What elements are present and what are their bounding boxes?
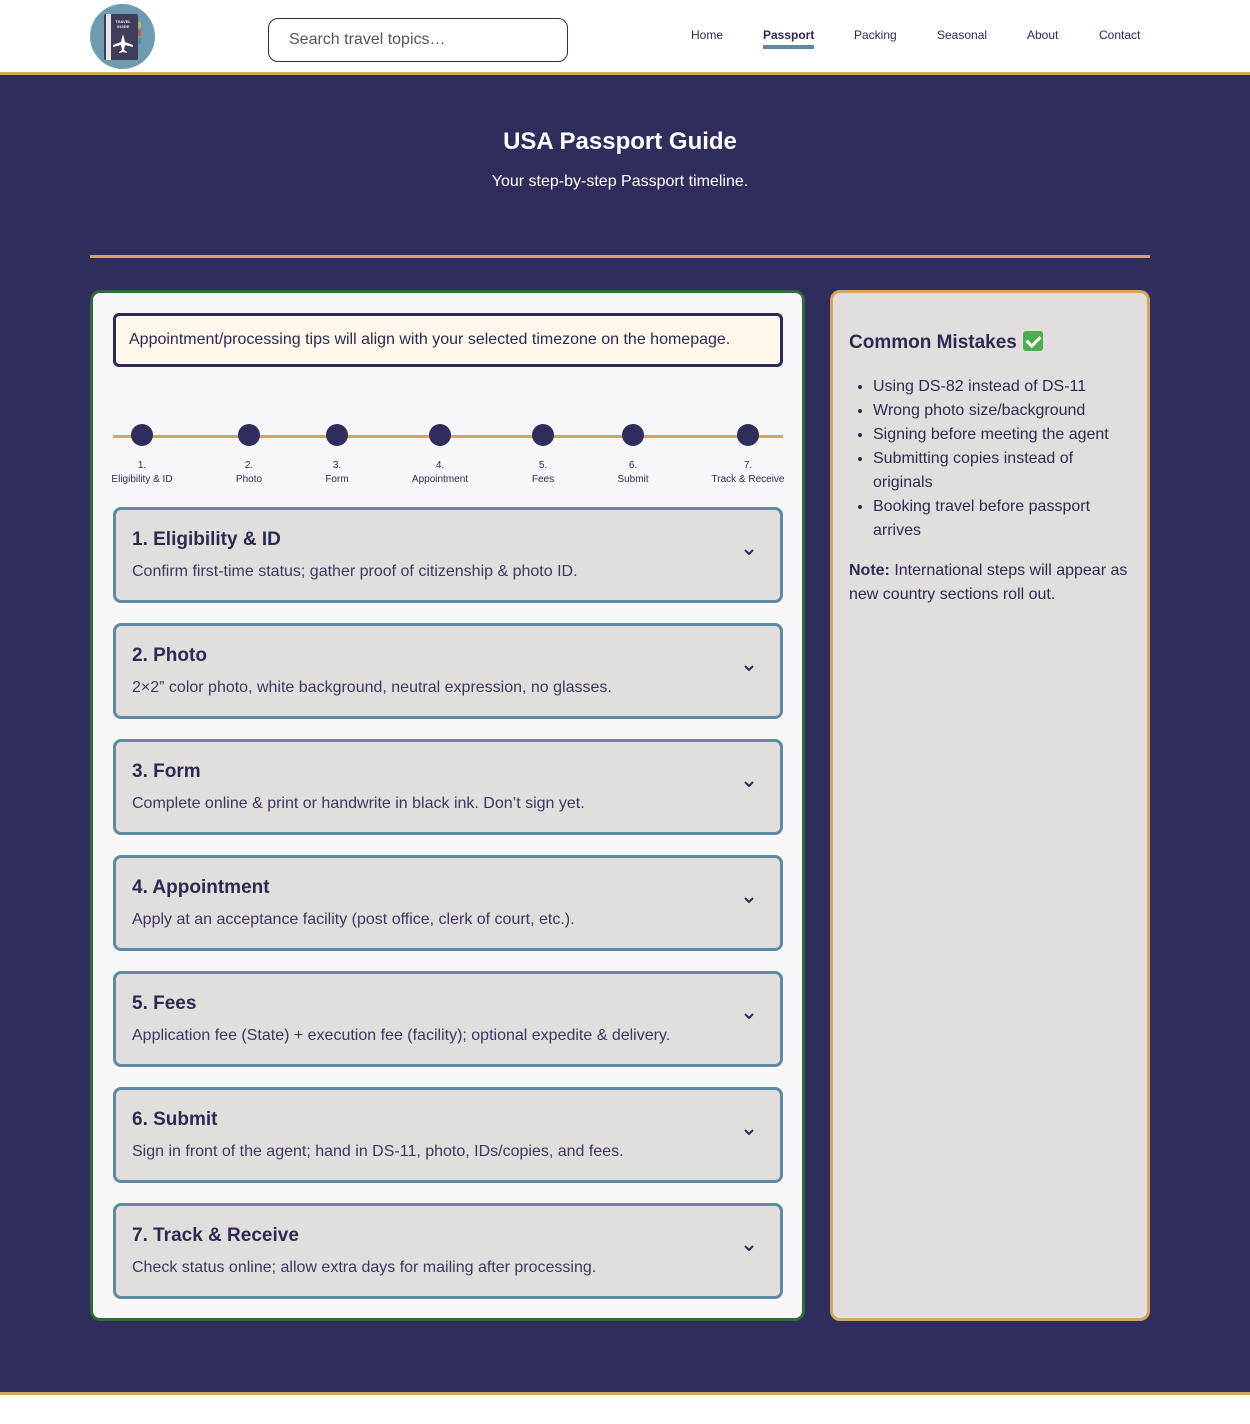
timeline-card bbox=[90, 290, 805, 1321]
timeline-dot-eligibility[interactable] bbox=[131, 424, 153, 446]
chevron-down-icon bbox=[742, 661, 756, 675]
step-title: 7. Track & Receive bbox=[132, 1225, 299, 1246]
list-item: • Booking travel before passport arrives bbox=[873, 495, 1133, 543]
timeline-dot-photo[interactable] bbox=[238, 424, 260, 446]
step-eligibility-accordion[interactable] bbox=[113, 507, 783, 603]
timeline-dot-submit[interactable] bbox=[622, 424, 644, 446]
step-description: Check status online; allow extra days for mailing after processing. bbox=[132, 1259, 597, 1276]
step-form-accordion[interactable] bbox=[113, 739, 783, 835]
timeline-label: 2. Photo bbox=[235, 460, 263, 485]
note-text: International steps will appear as new country sections roll out. bbox=[849, 562, 1128, 603]
timeline-dot-appointment[interactable] bbox=[429, 424, 451, 446]
chevron-down-icon bbox=[742, 545, 756, 559]
step-description: Apply at an acceptance facility (post office, clerk of court, etc.). bbox=[132, 911, 575, 928]
nav-packing[interactable]: Packing bbox=[854, 28, 897, 42]
sidebar-note bbox=[849, 559, 1139, 607]
nav-seasonal[interactable]: Seasonal bbox=[937, 28, 988, 42]
nav-home[interactable]: Home bbox=[691, 28, 724, 42]
list-item: • Submitting copies instead of originals bbox=[873, 447, 1133, 495]
common-mistakes-sidebar bbox=[830, 290, 1150, 1321]
nav-contact[interactable]: Contact bbox=[1099, 28, 1141, 42]
list-item: • Wrong photo size/background bbox=[873, 399, 1133, 423]
note-label: Note: bbox=[849, 562, 890, 579]
section-divider bbox=[90, 255, 1150, 258]
top-navbar bbox=[0, 0, 1250, 75]
page-subtitle: Your step-by-step Passport timeline. bbox=[491, 173, 749, 190]
timeline-label: 6. Submit bbox=[617, 460, 649, 485]
step-description: Complete online & print or handwrite in black ink. Don’t sign yet. bbox=[132, 795, 585, 812]
step-title: 2. Photo bbox=[132, 645, 207, 666]
timeline-label: 3. Form bbox=[325, 460, 349, 485]
check-mark-icon bbox=[1023, 331, 1043, 351]
timeline-label: 5. Fees bbox=[531, 460, 555, 485]
step-fees-accordion[interactable] bbox=[113, 971, 783, 1067]
step-title: 6. Submit bbox=[132, 1109, 218, 1130]
list-item: • Signing before meeting the agent bbox=[873, 423, 1133, 447]
footer bbox=[0, 1395, 1250, 1424]
timeline-dot-fees[interactable] bbox=[532, 424, 554, 446]
step-appointment-accordion[interactable] bbox=[113, 855, 783, 951]
step-title: 4. Appointment bbox=[132, 877, 270, 898]
timezone-notice: Appointment/processing tips will align with your selected timezone on the homepage. bbox=[113, 313, 783, 367]
page-title: USA Passport Guide bbox=[503, 128, 737, 155]
step-submit-accordion[interactable] bbox=[113, 1087, 783, 1183]
chevron-down-icon bbox=[742, 893, 756, 907]
sidebar-title: Common Mistakes bbox=[849, 331, 1043, 354]
step-title: 5. Fees bbox=[132, 993, 197, 1014]
mistakes-list bbox=[873, 375, 1133, 543]
svg-text:TRAVEL: TRAVEL bbox=[115, 19, 131, 24]
svg-text:GUIDE: GUIDE bbox=[116, 24, 130, 29]
timeline-label: 1. Eligibility & ID bbox=[111, 460, 173, 485]
step-description: Confirm first-time status; gather proof of citizenship & photo ID. bbox=[132, 563, 578, 580]
travel-guide-logo[interactable] bbox=[90, 4, 155, 69]
timeline-label: 4. Appointment bbox=[411, 460, 469, 485]
step-title: 1. Eligibility & ID bbox=[132, 529, 281, 550]
step-description: Application fee (State) + execution fee (facility); optional expedite & delivery. bbox=[132, 1027, 671, 1044]
timeline-label: 7. Track & Receive bbox=[711, 460, 785, 485]
step-photo-accordion[interactable] bbox=[113, 623, 783, 719]
step-description: Sign in front of the agent; hand in DS-11, photo, IDs/copies, and fees. bbox=[132, 1143, 624, 1160]
nav-passport[interactable]: Passport bbox=[763, 28, 815, 42]
step-title: 3. Form bbox=[132, 761, 201, 782]
chevron-down-icon bbox=[742, 1009, 756, 1023]
chevron-down-icon bbox=[742, 1125, 756, 1139]
timeline-dot-form[interactable] bbox=[326, 424, 348, 446]
nav-about[interactable]: About bbox=[1027, 28, 1059, 42]
step-description: 2×2” color photo, white background, neutral expression, no glasses. bbox=[132, 679, 612, 696]
timeline-dot-track[interactable] bbox=[737, 424, 759, 446]
search-input[interactable] bbox=[268, 18, 568, 62]
list-item: • Using DS-82 instead of DS-11 bbox=[873, 375, 1133, 399]
chevron-down-icon bbox=[742, 1241, 756, 1255]
step-track-accordion[interactable] bbox=[113, 1203, 783, 1299]
chevron-down-icon bbox=[742, 777, 756, 791]
